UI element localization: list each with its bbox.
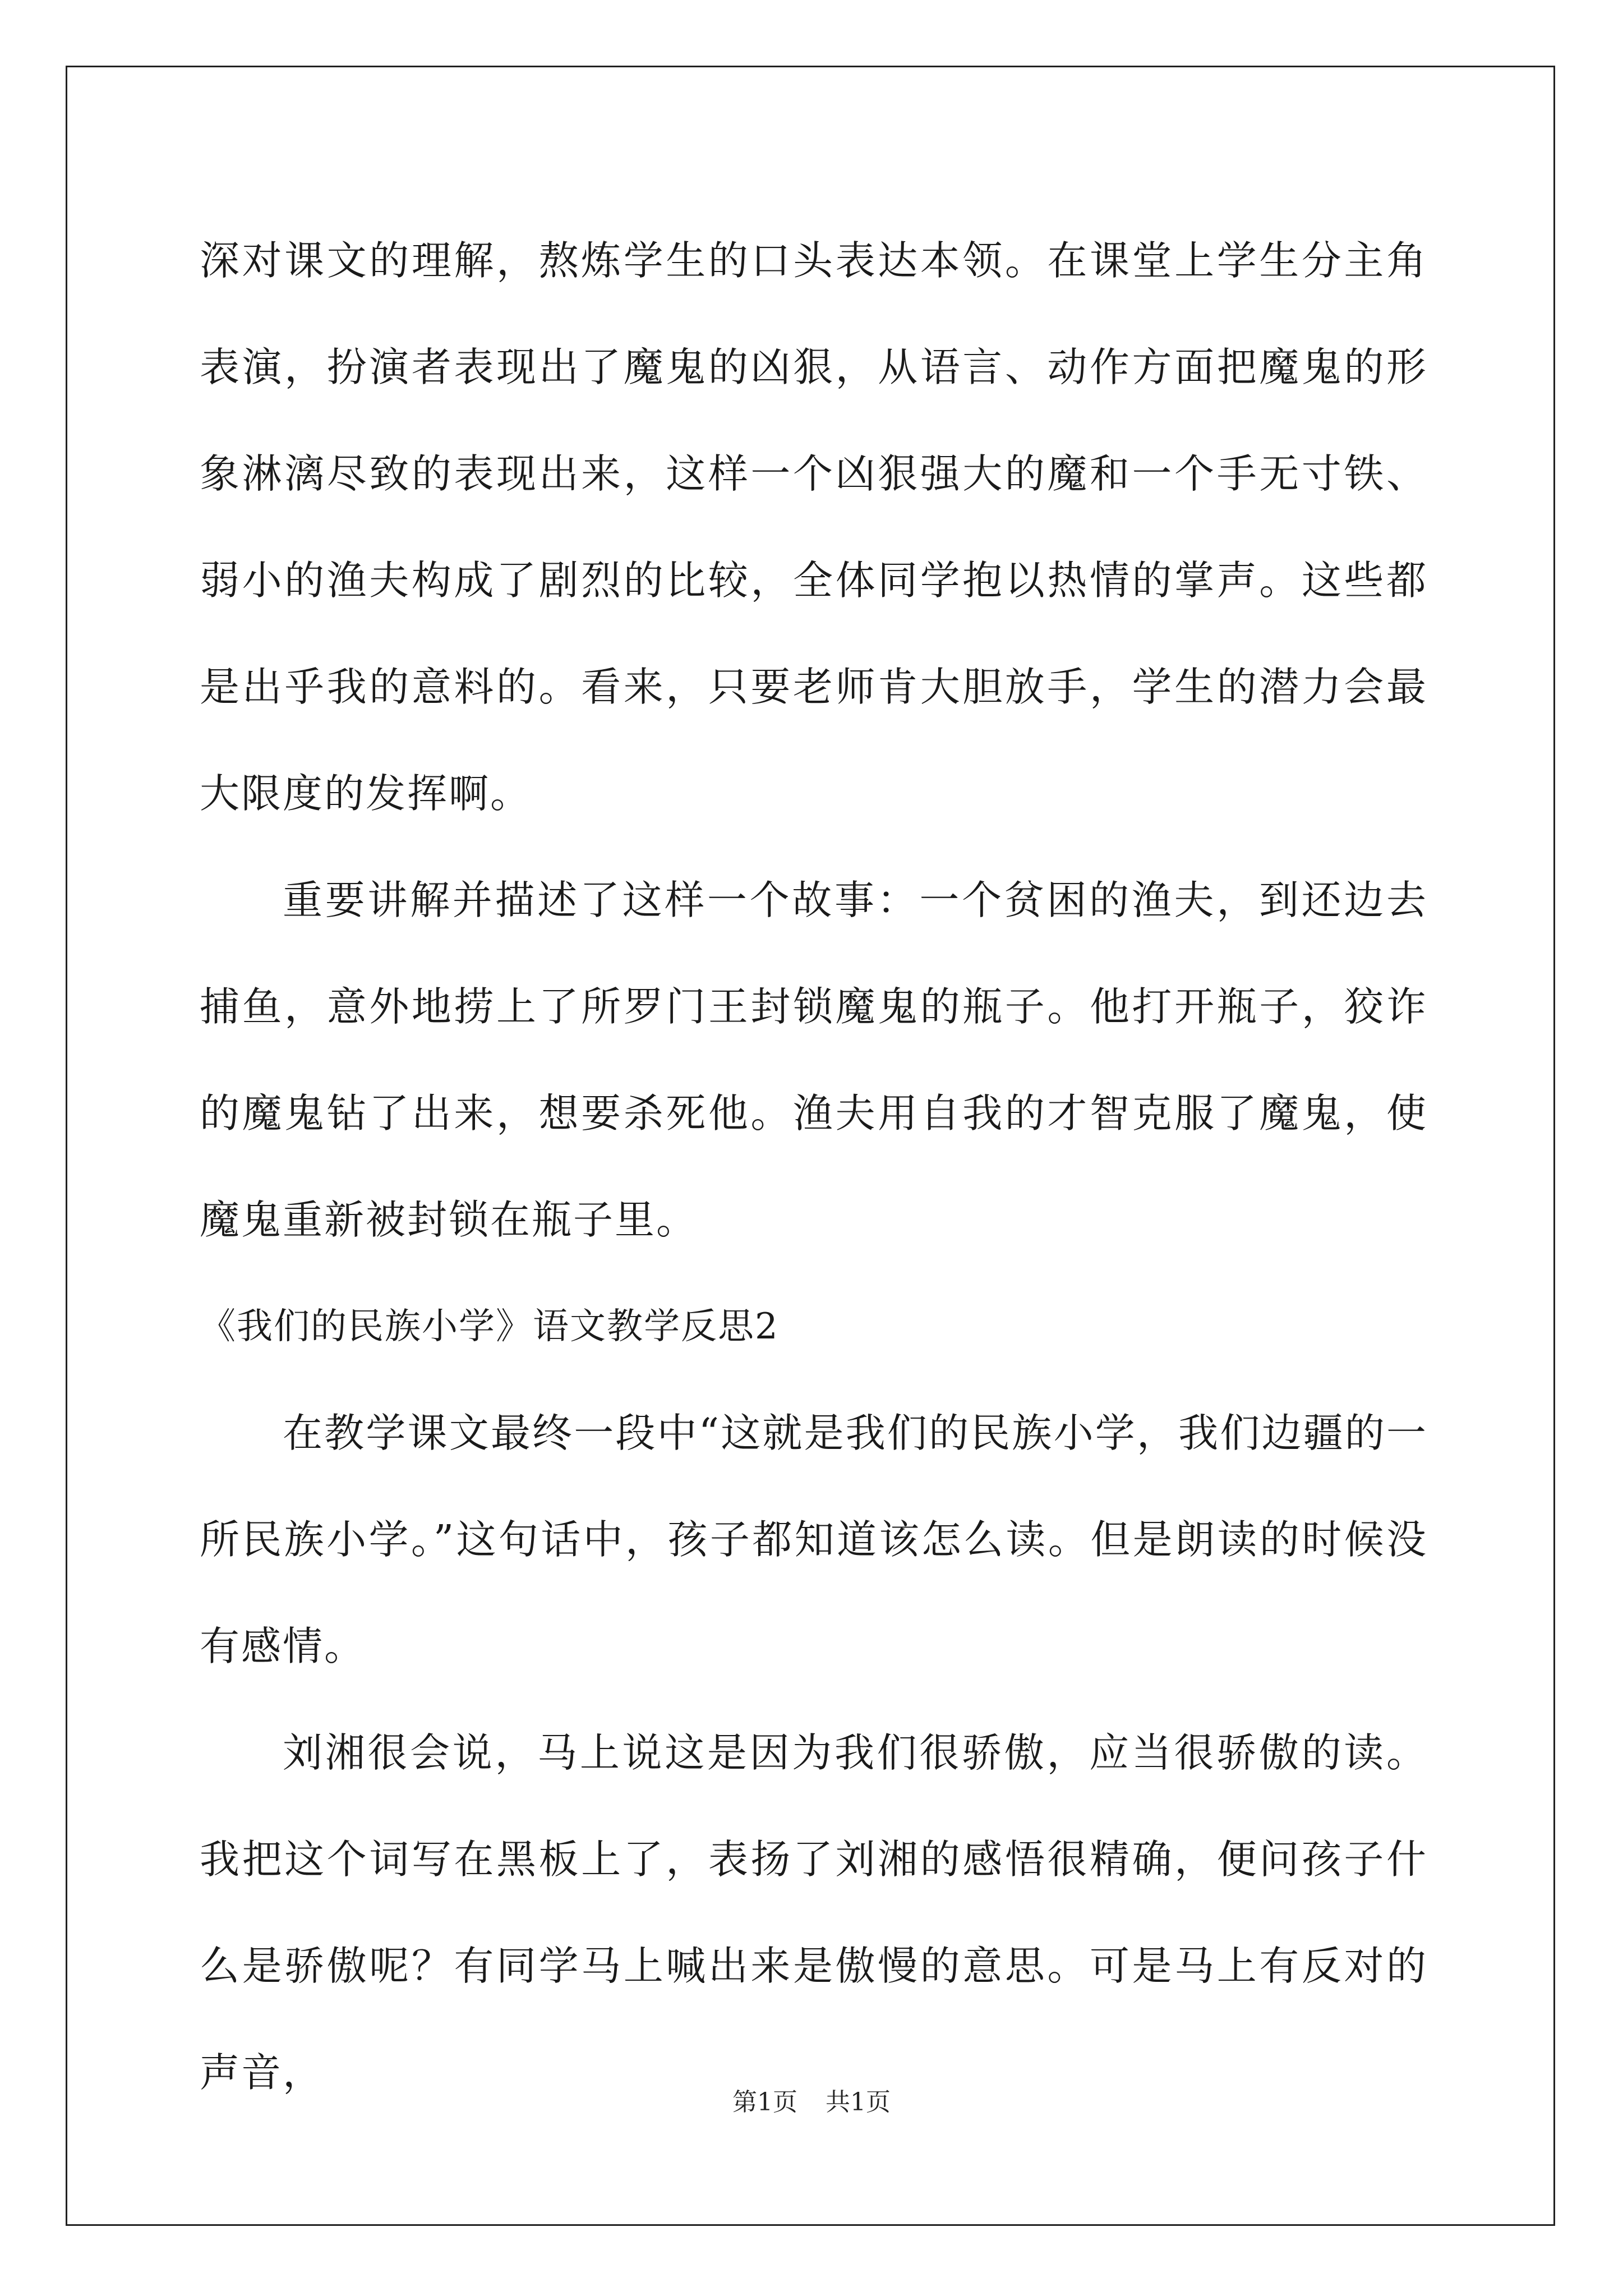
page-footer: [0, 2086, 1623, 2119]
paragraph-3: 在教学课文最终一段中“这就是我们的民族小学，我们边疆的一所民族小学。”这句话中，孩子都知道该怎么读。但是朗读的时候没有感情。: [200, 1410, 1428, 1669]
page-total: 共1页: [826, 2088, 891, 2116]
paragraph-1: 深对课文的理解，熬炼学生的口头表达本领。在课堂上学生分主角表演，扮演者表现出了魔鬼的凶狠，从语言、动作方面把魔鬼的形象淋漓尽致的表现出来，这样一个凶狠强大的魔和一个手无寸铁、弱小的渔夫构成了剧烈的比较，全体同学抱以热情的掌声。这些都是出乎我的意料的。看来，只要老师肯大胆放手，学生的潜力会最大限度的发挥啊。: [200, 237, 1428, 817]
paragraph-4: 刘湘很会说，马上说这是因为我们很骄傲，应当很骄傲的读。我把这个词写在黑板上了，表扬了刘湘的感悟很精确，便问孩子什么是骄傲呢？有同学马上喊出来是傲慢的意思。可是马上有反对的声音，: [200, 1729, 1428, 2096]
document-body: [200, 208, 1428, 2126]
paragraph-2: 重要讲解并描述了这样一个故事：一个贫困的渔夫，到还边去捕鱼，意外地捞上了所罗门王封锁魔鬼的瓶子。他打开瓶子，狡诈的魔鬼钻了出来，想要杀死他。渔夫用自我的才智克服了魔鬼，使魔鬼重新被封锁在瓶子里。: [200, 877, 1428, 1243]
section-heading: 《我们的民族小学》语文教学反思2: [200, 1306, 779, 1347]
page-number: 第1页: [732, 2088, 797, 2116]
